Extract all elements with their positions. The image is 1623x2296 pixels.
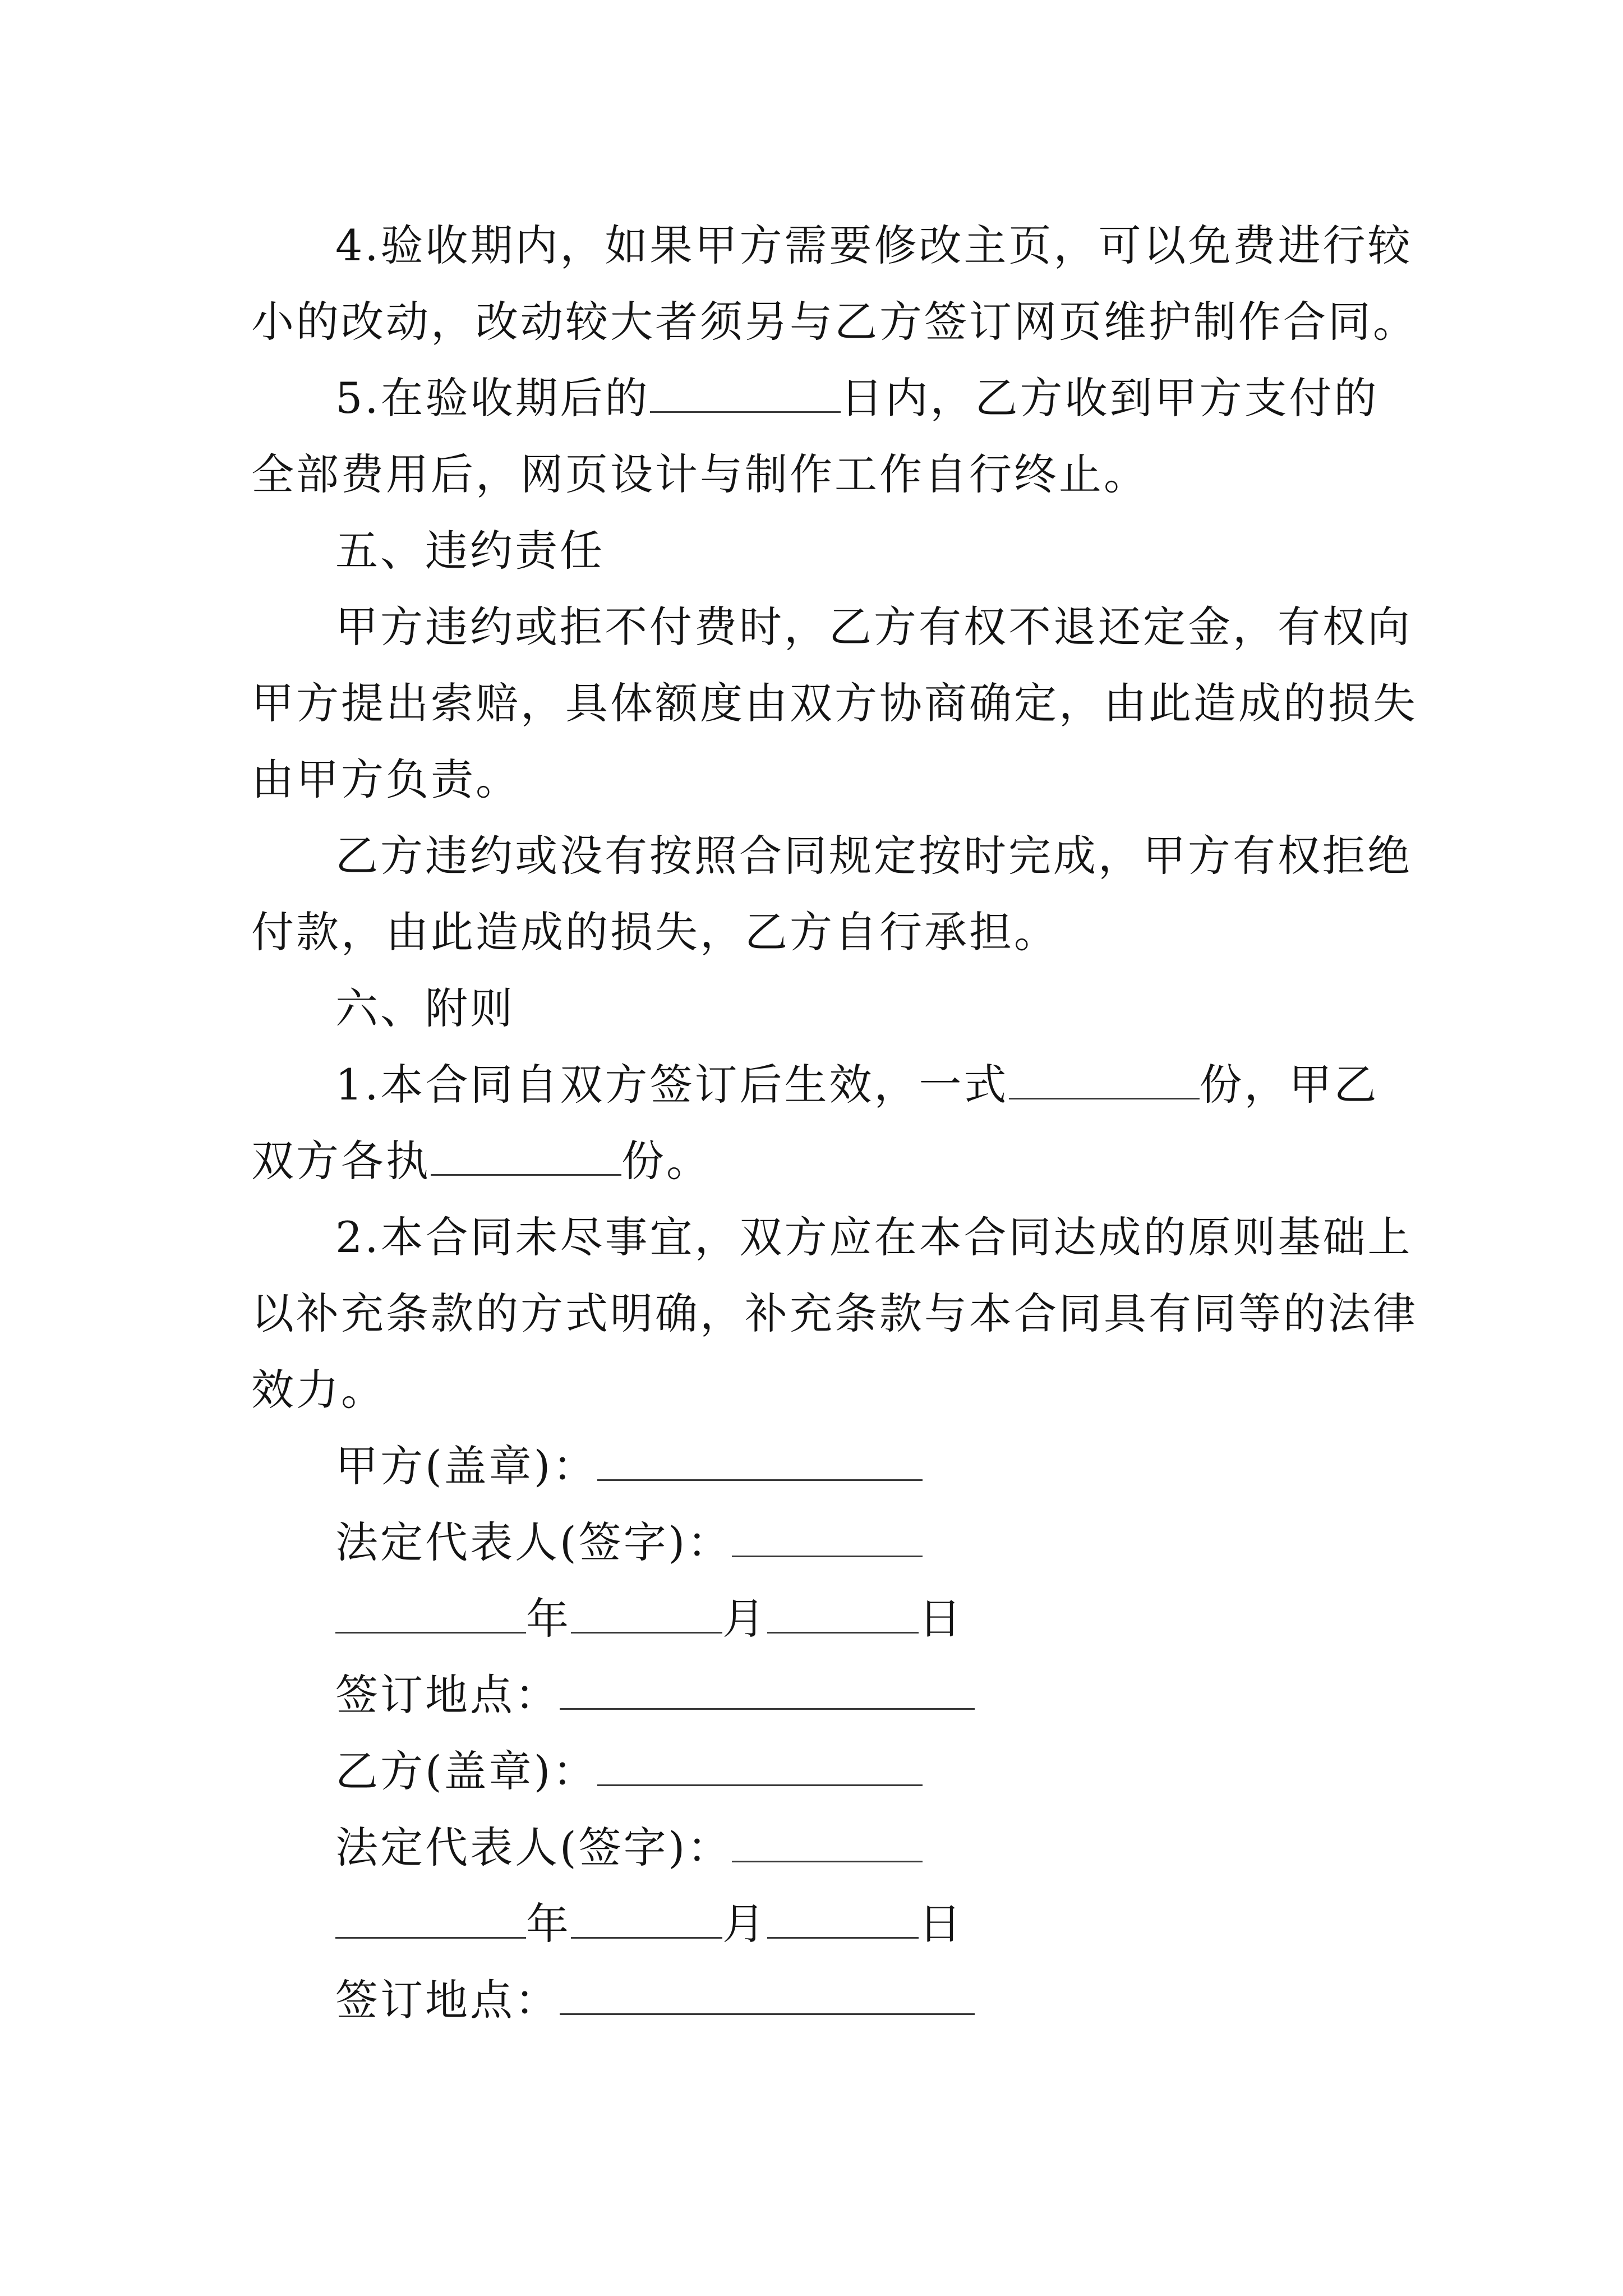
year-label: 年 bbox=[526, 1594, 571, 1644]
label: 甲方(盖章)： bbox=[335, 1441, 598, 1491]
supp-clause-2-line-2 bbox=[251, 1286, 1418, 1342]
text: 全部费用后，网页设计与制作工作自行终止。 bbox=[251, 449, 1149, 499]
seal-blank bbox=[597, 1744, 923, 1786]
text: 付款，由此造成的损失，乙方自行承担。 bbox=[251, 907, 1059, 957]
section-heading-supplementary bbox=[335, 981, 515, 1037]
text: 甲方违约或拒不付费时，乙方有权不退还定金，有权向 bbox=[335, 602, 1412, 652]
text: 5.在验收期后的 bbox=[335, 373, 650, 423]
text: 甲方提出索赔，具体额度由双方协商确定，由此造成的损失 bbox=[251, 678, 1418, 728]
breach-para-2-line-2 bbox=[251, 904, 1059, 960]
month-label: 月 bbox=[722, 1899, 767, 1949]
supp-clause-1-line-1 bbox=[335, 1057, 1379, 1113]
text: 以补充条款的方式明确，补充条款与本合同具有同等的法律 bbox=[251, 1289, 1418, 1338]
year-blank bbox=[335, 1897, 526, 1939]
month-blank bbox=[571, 1897, 722, 1939]
signature-blank bbox=[732, 1820, 923, 1862]
text: 五、违约责任 bbox=[335, 526, 605, 576]
year-blank bbox=[335, 1591, 526, 1634]
month-label: 月 bbox=[722, 1594, 767, 1644]
section-heading-breach bbox=[335, 523, 605, 579]
breach-para-1-line-1 bbox=[335, 599, 1412, 655]
party-a-seal bbox=[335, 1438, 923, 1494]
days-blank bbox=[650, 371, 841, 413]
label: 签订地点： bbox=[335, 1975, 560, 2025]
day-label: 日 bbox=[919, 1594, 963, 1644]
breach-para-1-line-3 bbox=[251, 752, 520, 808]
copies-each-blank bbox=[431, 1134, 621, 1176]
seal-blank bbox=[597, 1439, 923, 1481]
supp-clause-1-line-2 bbox=[251, 1133, 711, 1189]
breach-para-1-line-2 bbox=[251, 675, 1418, 731]
supp-clause-2-line-3 bbox=[251, 1362, 386, 1418]
text: 双方各执 bbox=[251, 1136, 431, 1186]
place-blank bbox=[560, 1668, 975, 1710]
text: 2.本合同未尽事宜，双方应在本合同达成的原则基础上 bbox=[335, 1212, 1413, 1262]
party-b-place bbox=[335, 1972, 975, 2028]
copies-blank bbox=[1009, 1057, 1200, 1099]
year-label: 年 bbox=[526, 1899, 571, 1949]
label: 乙方(盖章)： bbox=[335, 1746, 598, 1796]
place-blank bbox=[560, 1973, 975, 2015]
breach-para-2-line-1 bbox=[335, 828, 1412, 884]
party-b-representative bbox=[335, 1820, 923, 1876]
day-blank bbox=[767, 1591, 919, 1634]
party-a-place bbox=[335, 1667, 975, 1723]
clause-4-line-1 bbox=[335, 218, 1413, 274]
label: 签订地点： bbox=[335, 1670, 560, 1720]
party-a-representative bbox=[335, 1515, 923, 1571]
signature-blank bbox=[732, 1515, 923, 1557]
clause-5-line-1 bbox=[335, 370, 1379, 426]
party-b-seal bbox=[335, 1743, 923, 1800]
clause-4-line-2 bbox=[251, 294, 1418, 350]
text: 六、附则 bbox=[335, 983, 515, 1033]
text: 日内，乙方收到甲方支付的 bbox=[840, 373, 1379, 423]
label: 法定代表人(签字)： bbox=[335, 1823, 732, 1872]
party-a-date bbox=[335, 1591, 963, 1647]
day-label: 日 bbox=[919, 1899, 963, 1949]
text: 4.验收期内，如果甲方需要修改主页，可以免费进行较 bbox=[335, 220, 1413, 270]
day-blank bbox=[767, 1897, 919, 1939]
supp-clause-2-line-1 bbox=[335, 1209, 1413, 1266]
text: 效力。 bbox=[251, 1365, 386, 1415]
month-blank bbox=[571, 1591, 722, 1634]
text: 1.本合同自双方签订后生效，一式 bbox=[335, 1060, 1009, 1110]
party-b-date bbox=[335, 1896, 963, 1952]
text: 份。 bbox=[621, 1136, 711, 1186]
text: 由甲方负责。 bbox=[251, 754, 520, 804]
text: 份，甲乙 bbox=[1199, 1060, 1379, 1110]
clause-5-line-2 bbox=[251, 447, 1149, 503]
text: 乙方违约或没有按照合同规定按时完成，甲方有权拒绝 bbox=[335, 831, 1412, 881]
text: 小的改动，改动较大者须另与乙方签订网页维护制作合同。 bbox=[251, 297, 1418, 347]
label: 法定代表人(签字)： bbox=[335, 1517, 732, 1567]
